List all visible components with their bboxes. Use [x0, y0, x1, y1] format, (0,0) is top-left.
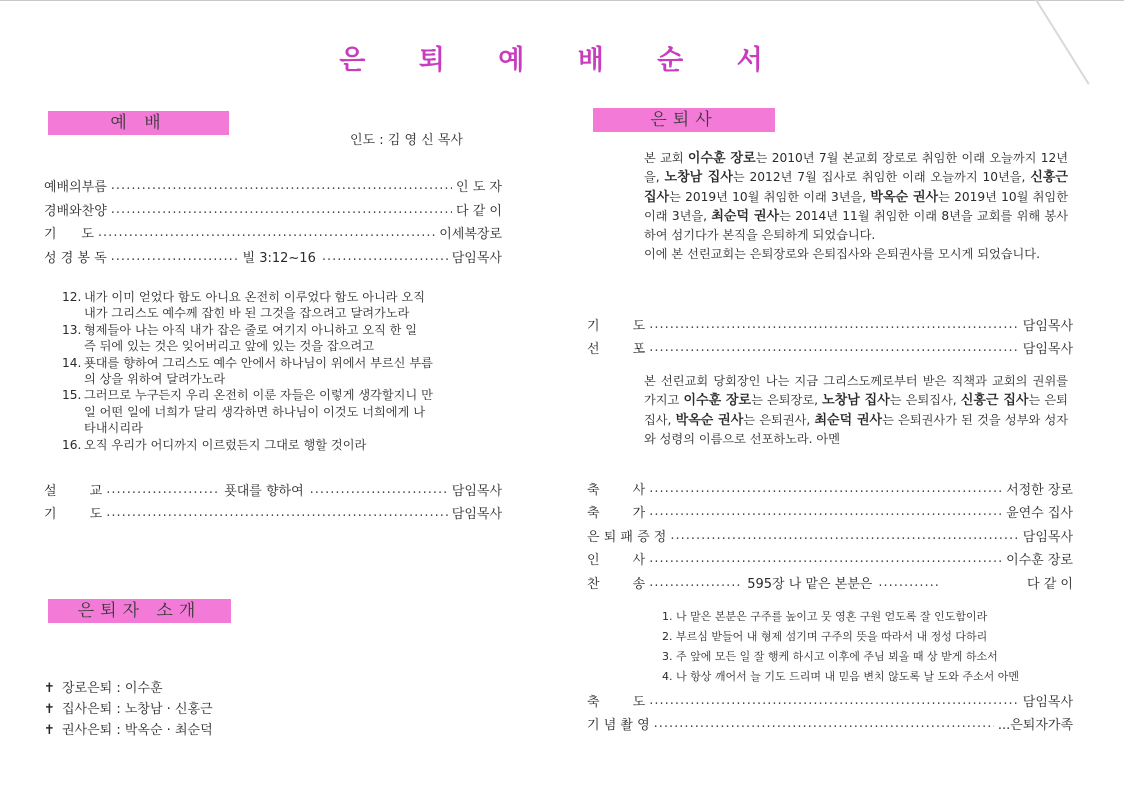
leader-dots	[649, 317, 1019, 332]
intro-elder: ✝ 장로은퇴 : 이수훈	[44, 681, 163, 696]
leader-dots	[649, 551, 1002, 566]
order-value: 담임목사	[1022, 341, 1073, 357]
verse-line: 즉 뒤에 있는 것은 잊어버리고 앞에 있는 것을 잡으려고	[84, 339, 375, 354]
hymn-lyrics	[662, 607, 1019, 687]
declaration-paragraph	[644, 372, 1068, 449]
verse-15: 15. 그러므로 누구든지 우리 온전히 이룬 자들은 이렇게 생각할지니 만	[62, 388, 433, 403]
leader-dots	[649, 481, 1002, 496]
leader-dots	[878, 575, 938, 590]
sermon-topic: 푯대를 향하여	[224, 483, 304, 499]
order-label: 기 도	[587, 318, 646, 334]
order-value: 다 같 이	[456, 203, 502, 219]
retirement-text-2: 이에 본 선린교회는 은퇴장로와 은퇴집사와 은퇴권사를 모시게 되었습니다.	[644, 247, 1040, 262]
cross-icon: ✝	[44, 702, 55, 717]
order-label: 예배의부름	[44, 179, 107, 195]
sermon-value: 담임목사	[451, 483, 502, 499]
order-label: 기 념 촬 영	[587, 717, 650, 733]
order-row-greeting	[587, 548, 1073, 568]
order-value: 담임목사	[1022, 694, 1073, 710]
order-label: 경배와찬양	[44, 203, 107, 219]
intro-deacon: ✝ 집사은퇴 : 노창남 · 신홍근	[44, 702, 213, 717]
order-label: 기 도	[44, 506, 103, 522]
order-value: 서정한 장로	[1006, 482, 1073, 498]
leader-dots	[649, 340, 1019, 355]
order-row-prayer-right	[587, 314, 1073, 334]
order-row-praise	[44, 199, 502, 219]
verse-13: 13. 형제들아 나는 아직 내가 잡은 줄로 여기지 아니하고 오직 한 일	[62, 322, 418, 337]
order-row-plaque	[587, 525, 1073, 545]
hymn-label: 찬 송	[587, 576, 646, 592]
hymn-title: 595장 나 맡은 본분은	[747, 576, 873, 592]
declaration-text: 본 선린교회 당회장인 나는 지금 그리스도께로부터 받은 직책과 교회의 권위를 가지고 이수훈 장로는 은퇴장로, 노창남 집사는 은퇴집사, 신홍근 집사는 은퇴집사, 박옥순 권사는 은퇴권사, 최순덕 권사는 은퇴권사가 된 것을 성부와 성자와 성령의 이름으로 선포하노라. 아멘	[644, 374, 1068, 446]
order-row-scripture	[44, 246, 502, 266]
order-row-sermon	[44, 479, 502, 499]
verse-line: 타내시리라	[84, 421, 143, 436]
order-label: 기 도	[44, 226, 94, 242]
order-value: 담임목사	[1022, 529, 1073, 545]
leader-dots	[670, 528, 1018, 543]
leader-dots	[98, 225, 435, 240]
retirement-header: 은퇴사	[593, 108, 775, 132]
order-row-hymn	[587, 572, 1073, 592]
cross-icon: ✝	[44, 681, 55, 696]
order-row-benediction	[587, 690, 1073, 710]
leader-dots	[322, 249, 448, 264]
hymn-verse: 1. 나 맡은 본분은 구주를 높이고 뭇 영혼 구원 얻도록 잘 인도함이라	[662, 610, 988, 623]
scripture-label: 성 경 봉 독	[44, 250, 107, 266]
order-label: 인 사	[587, 552, 646, 568]
scripture-verses	[62, 289, 502, 453]
leader-dots	[106, 505, 448, 520]
hymn-verse: 2. 부르심 받들어 내 형제 섬기며 구주의 뜻을 따라서 내 정성 다하리	[662, 630, 988, 643]
cross-icon: ✝	[44, 723, 55, 738]
order-label: 축 도	[587, 694, 646, 710]
verse-line: 의 상을 위하여 달려가노라	[84, 372, 226, 387]
verse-12: 12. 내가 이미 얻었다 함도 아니요 온전히 이루었다 함도 아니라 오직	[62, 290, 425, 304]
retirement-text: 본 교회 이수훈 장로는 2010년 7월 본교회 장로로 취임한 이래 오늘까지 12년을, 노창남 집사는 2012년 7월 집사로 취임한 이래 오늘까지 10년을, 신홍근 집사는 2019년 10월 취임한 이래 3년을, 박옥순 권사는 2019년 10월 취임한 이래 3년을, 최순덕 권사는 2014년 11월 취임한 이래 8년을 교회를 위해 봉사하여 섬기다가 본직을 은퇴하게 되었습니다.	[644, 151, 1069, 243]
order-label: 축 사	[587, 482, 646, 498]
leader-dots	[310, 482, 448, 497]
scripture-value: 담임목사	[451, 250, 502, 266]
order-row-declaration	[587, 337, 1073, 357]
leader-dots	[111, 249, 237, 264]
intro-header: 은퇴자 소개	[48, 599, 231, 623]
order-value: 윤연수 집사	[1006, 505, 1073, 521]
retirement-paragraph	[644, 149, 1068, 265]
order-row-song	[587, 501, 1073, 521]
order-row-prayer	[44, 222, 502, 242]
order-row-congrats	[587, 478, 1073, 498]
order-value: 이수훈 장로	[1006, 552, 1073, 568]
sermon-label: 설 교	[44, 483, 103, 499]
verse-line: 일 어떤 일에 너희가 달리 생각하면 하나님이 이것도 너희에게 나	[84, 404, 425, 419]
leader-dots	[111, 178, 452, 193]
hymn-value: 다 같 이	[1027, 576, 1073, 592]
leader-dots	[649, 504, 1002, 519]
hymn-verse: 4. 나 항상 깨어서 늘 기도 드리며 내 믿음 변치 않도록 날 도와 주소서 아멘	[662, 670, 1019, 683]
leader-dots	[654, 716, 994, 731]
order-label: 축 가	[587, 505, 646, 521]
leader-dots	[106, 482, 218, 497]
worship-header: 예 배	[48, 111, 229, 135]
leader-dots	[111, 202, 452, 217]
verse-line: 내가 그리스도 예수께 잡힌 바 된 그것을 잡으려고 달려가노라	[84, 306, 410, 321]
order-value: ...은퇴자가족	[997, 717, 1073, 733]
leader-dots	[649, 575, 741, 590]
scripture-reference: 빌 3:12~16	[242, 250, 316, 266]
order-value: 이세복장로	[439, 226, 502, 242]
verse-14: 14. 푯대를 향하여 그리스도 예수 안에서 하나님이 위에서 부르신 부름	[62, 355, 433, 370]
order-label: 은 퇴 패 증 정	[587, 529, 667, 545]
order-row-prayer-2	[44, 502, 502, 522]
order-value: 담임목사	[451, 506, 502, 522]
intro-deaconess: ✝ 권사은퇴 : 박옥순 · 최순덕	[44, 723, 213, 738]
order-value: 담임목사	[1022, 318, 1073, 334]
hymn-verse: 3. 주 앞에 모든 일 잘 행케 하시고 이후에 주님 뵈올 때 상 받게 하소서	[662, 650, 998, 663]
leader-dots	[649, 693, 1019, 708]
order-label: 선 포	[587, 341, 646, 357]
verse-16: 16. 오직 우리가 어디까지 이르렀든지 그대로 행할 것이라	[62, 437, 367, 452]
page-title: 은 퇴 예 배 순 서	[339, 45, 785, 76]
leader-line: 인도 : 김 영 신 목사	[350, 133, 463, 148]
order-row-photo	[587, 713, 1073, 733]
order-value: 인 도 자	[456, 179, 502, 195]
order-row-call	[44, 175, 502, 195]
